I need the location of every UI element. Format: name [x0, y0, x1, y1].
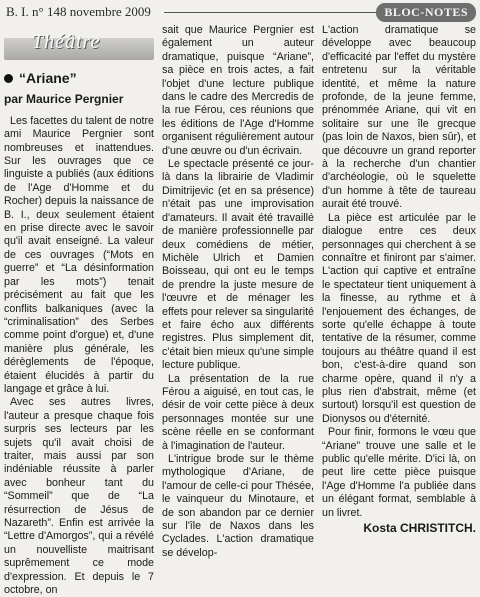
column-2	[162, 24, 314, 559]
masthead	[4, 2, 478, 24]
paragraph: Le spectacle présenté ce jour-là dans la librairie de Vladimir Dimitrijevic (et en sa présence) n'était pas une improvisation d'amateurs. Il avait été travaillé de manière professionnelle par deux comédiens de métier, Michèle Ulrich et Damien Boisseau, qui ont eu le temps de prendre la juste mesure de l'œuvre et de ménager les effets pour relever sa singularité et faire écho aux différents registres. Plus simplement dit, c'était bien mieux qu'une simple lecture publique.	[162, 158, 314, 372]
paragraph: Pour finir, formons le vœu que “Ariane” trouve une salle et le public qu'elle mérite. D'ici là, on peut lire cette pièce puisque l'Age d'Homme l'a publiée dans un élégant format, semblable à un livret.	[322, 426, 476, 519]
rubric-label: Théâtre	[32, 31, 101, 53]
masthead-rule	[164, 12, 378, 13]
paragraph: L'action dramatique se développe avec beaucoup d'efficacité par l'effet du mystère entretenu sur la véritable identité, et même la nature profonde, de la jeune femme, prénommée Ariane, qui vit en solitaire sur une île grecque (pas loin de Naxos, bien sûr), et que découvre un grand reporter à la recherche d'un chantier d'archéologie, où le squelette d'un homme à tête de taureau aurait été trouvé.	[322, 24, 476, 211]
title-row	[4, 72, 154, 85]
paragraph: La pièce est articulée par le dialogue entre ces deux personnages qui cherchent à se connaître et finiront par s'aimer. L'action qui captive et entraîne le spectateur tient uniquement à la finesse, au rythme et à l'enjouement des échanges, de sorte qu'elle échappe à toute tentative de la résumer, comme toujours au théâtre quand il est bon, c'est-à-dire quand son charme opère, quand il n'y a plus rien d'abstrait, même (et surtout) lorsqu'il est question de Dionysos ou d'éternité.	[322, 211, 476, 425]
article-byline: par Maurice Pergnier	[4, 92, 124, 107]
paragraph: sait que Maurice Pergnier est également un auteur dramatique, puisque “Ariane”, sa pièce en trois actes, a fait l'objet d'une lecture publique dans le cadre des Mercredis de la rue Férou, ces réunions que les éditions de l'Age d'Homme organisent régulièrement autour d'une œuvre ou d'un écrivain.	[162, 24, 314, 157]
bullet-icon	[4, 74, 13, 83]
paragraph: Avec ses autres livres, l'auteur a presque chaque fois surpris ses lecteurs par les sujets qu'il avait choisi de traiter, mais aussi par son indéniable réussite à parler avec bonheur tant du “Sommeil” que de “La résurrection de Jésus de Nazareth”. Enfin est arrivée la “Lettre d'Amorgos”, qui a révélé un nouvelliste maitrisant suprêmement ce mode d'expression. Et depuis le 7 octobre, on	[4, 396, 154, 597]
paragraph: Les facettes du talent de notre ami Maurice Pergnier sont nombreuses et inattendues. Sur les ouvrages que ce linguiste a publiés (aux éditions de l'Age d'Homme et du Rocher) depuis la naissance de B. I., deux seulement étaient en prise directe avec le savoir qu'il avait enseigné. La valeur de ces ouvrages (“Mots en guerre” et “La désinformation par les mots”) tenait précisément au fait que les conflits balkaniques (avec la “criminalisation” des Serbes comme point d'orgue) et, d'une manière plus générale, les dérèglements de l'époque, étaient élucidés à partir du langage et grâce à lui.	[4, 114, 154, 395]
article-title: “Ariane”	[19, 70, 77, 86]
paragraph: La présentation de la rue Férou a aiguisé, en tout cas, le désir de voir cette pièce à deux personnages montée sur une scène réelle en se conformant à l'imagination de l'auteur.	[162, 372, 314, 452]
issue-label: B. I. n° 148 novembre 2009	[6, 4, 151, 19]
signature: Kosta CHRISTITCH.	[363, 521, 476, 536]
paragraph: L'intrigue brode sur le thème mythologique d'Ariane, de l'amour de celle-ci pour Thésée, le vainqueur du Minotaure, et de son abandon par ce dernier sur l'île de Naxos dans les Cyclades. L'action dramatique se dévelop-	[162, 453, 314, 559]
column-1	[4, 24, 154, 597]
column-3	[322, 24, 476, 536]
rubric-banner	[4, 30, 154, 64]
section-badge: BLOC-NOTES	[376, 3, 476, 22]
